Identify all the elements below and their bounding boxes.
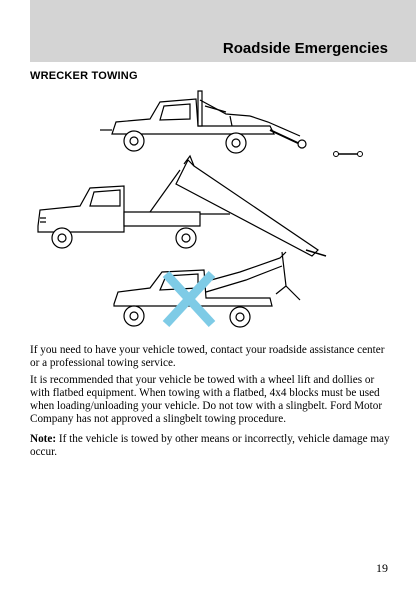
note-text: If the vehicle is towed by other means or incorrectly, vehicle damage may occur. <box>30 433 390 458</box>
dolly-detail-icon <box>334 152 363 157</box>
wrecker-towing-heading: WRECKER TOWING <box>30 70 138 82</box>
flatbed-tow-truck <box>38 156 326 256</box>
wheel-lift-tow-truck <box>100 91 306 153</box>
towing-note-paragraph <box>30 433 392 459</box>
towing-contact-paragraph: If you need to have your vehicle towed, contact your roadside assistance center or a professional towing service. <box>30 344 385 369</box>
page-section-title: Roadside Emergencies <box>222 40 388 57</box>
towing-recommendation-paragraph: It is recommended that your vehicle be towed with a wheel lift and dollies or with flatbed equipment. When towing with a flatbed, 4x4 blocks must be used when loading/unloading your vehicle. Do not tow with a slingbelt. Ford Motor Company has not approved a slingbelt towing procedure. <box>30 374 383 425</box>
note-label: Note: <box>30 433 57 445</box>
page-number: 19 <box>376 561 388 575</box>
towing-illustrations <box>0 86 416 336</box>
